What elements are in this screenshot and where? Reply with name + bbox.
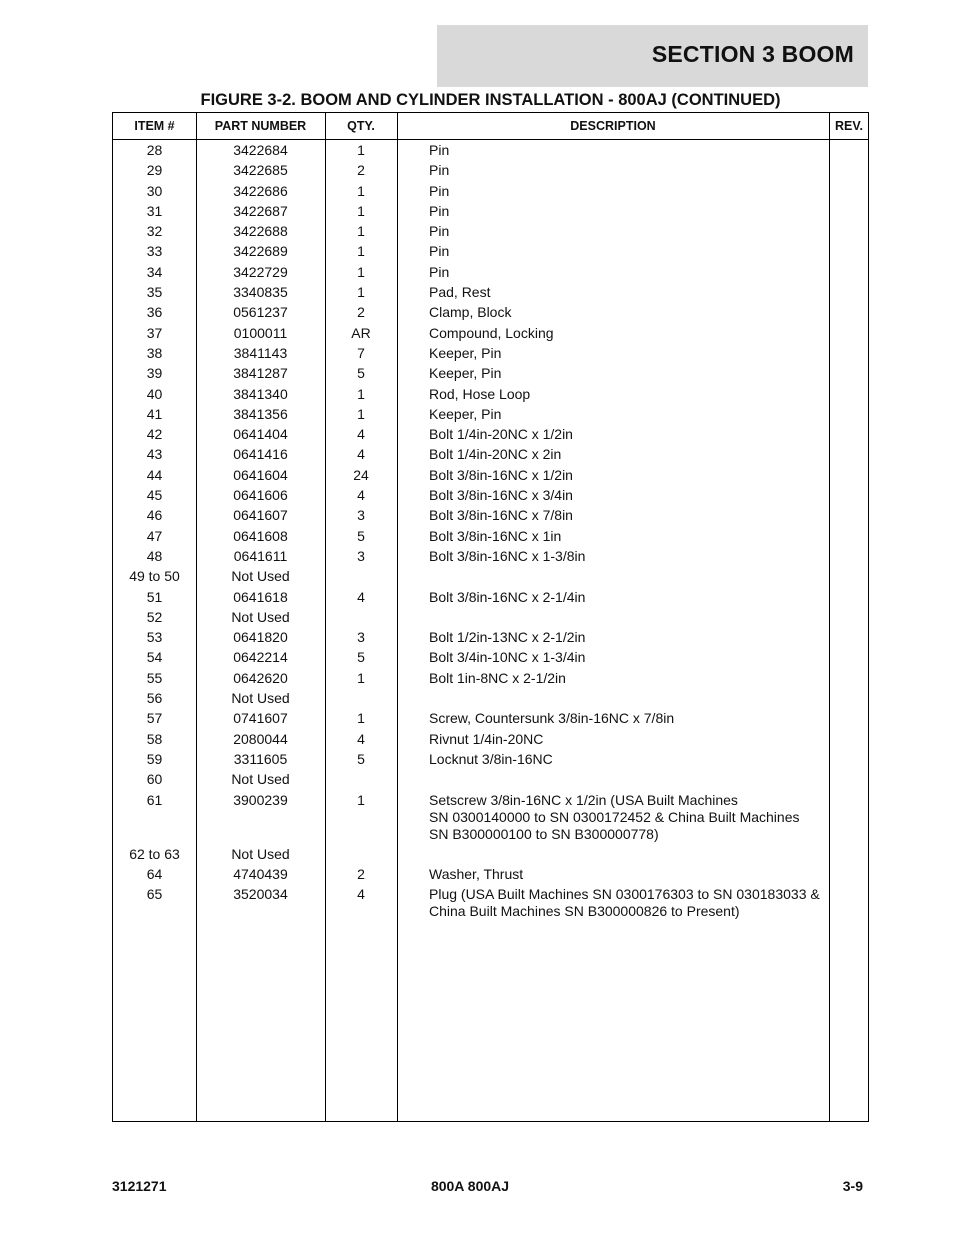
table-row <box>113 568 868 588</box>
description-cell <box>429 446 829 463</box>
description-cell <box>429 264 829 281</box>
description-cell <box>429 142 829 159</box>
table-row <box>113 406 868 426</box>
item-number-cell: 40 <box>146 385 163 402</box>
qty-cell: AR <box>351 324 371 341</box>
item-number-cell: 49 to 50 <box>129 568 180 585</box>
part-number-cell: Not Used <box>231 568 290 585</box>
part-number-cell: 0641606 <box>233 487 288 504</box>
qty-cell: 1 <box>357 385 365 402</box>
qty-cell: 5 <box>357 365 365 382</box>
description-line: Pin <box>429 243 450 260</box>
item-number-cell: 42 <box>146 426 163 443</box>
part-number-cell: 0641404 <box>233 426 288 443</box>
table-row <box>113 710 868 730</box>
qty-cell: 2 <box>357 866 365 883</box>
description-line: Keeper, Pin <box>429 365 502 382</box>
part-number-cell: 3422729 <box>233 263 288 280</box>
item-number-cell: 35 <box>146 284 163 301</box>
item-number-cell: 47 <box>146 527 163 544</box>
description-line: Setscrew 3/8in-16NC x 1/2in (USA Built Machines <box>429 791 738 808</box>
part-number-cell: 3520034 <box>233 886 288 903</box>
header-rev: REV. <box>834 119 864 133</box>
description-line: Pad, Rest <box>429 284 491 301</box>
qty-cell: 4 <box>357 886 365 903</box>
qty-cell: 24 <box>353 466 369 483</box>
description-cell <box>429 487 829 504</box>
part-number-cell: 0100011 <box>233 324 288 341</box>
header-part-number: PART NUMBER <box>214 119 307 133</box>
table-row <box>113 467 868 487</box>
description-cell <box>429 507 829 524</box>
description-cell <box>429 426 829 443</box>
item-number-cell: 46 <box>146 507 163 524</box>
qty-cell: 4 <box>357 487 365 504</box>
item-number-cell: 61 <box>146 791 163 808</box>
part-number-cell: 0641820 <box>233 629 288 646</box>
description-line: Screw, Countersunk 3/8in-16NC x 7/8in <box>429 710 675 727</box>
table-row <box>113 629 868 649</box>
description-cell <box>429 183 829 200</box>
table-row <box>113 609 868 629</box>
table-row <box>113 846 868 866</box>
part-number-cell: Not Used <box>231 845 290 862</box>
description-cell <box>429 866 829 883</box>
description-line: Pin <box>429 263 450 280</box>
table-row <box>113 345 868 365</box>
description-cell <box>429 731 829 748</box>
parts-table <box>112 112 869 1122</box>
part-number-cell: 3422689 <box>233 243 288 260</box>
description-cell <box>429 304 829 321</box>
qty-cell: 5 <box>357 750 365 767</box>
qty-cell: 1 <box>357 202 365 219</box>
description-cell <box>429 223 829 240</box>
qty-cell: 3 <box>357 629 365 646</box>
description-line: Bolt 1in-8NC x 2-1/2in <box>429 669 566 686</box>
qty-cell: 1 <box>357 243 365 260</box>
description-line: Bolt 3/8in-16NC x 7/8in <box>429 507 573 524</box>
description-cell <box>429 345 829 362</box>
table-row <box>113 304 868 324</box>
part-number-cell: 3841143 <box>233 344 288 361</box>
description-line: Keeper, Pin <box>429 344 502 361</box>
item-number-cell: 29 <box>146 162 163 179</box>
description-cell <box>429 243 829 260</box>
table-row <box>113 548 868 568</box>
description-line: SN B300000100 to SN B300000778) <box>429 825 659 842</box>
table-row <box>113 731 868 751</box>
item-number-cell: 33 <box>146 243 163 260</box>
item-number-cell: 65 <box>146 886 163 903</box>
description-line: Washer, Thrust <box>429 866 524 883</box>
header-divider <box>113 139 868 140</box>
table-row <box>113 243 868 263</box>
table-row <box>113 670 868 690</box>
item-number-cell: 51 <box>146 588 163 605</box>
description-cell <box>429 629 829 646</box>
qty-cell: 1 <box>357 710 365 727</box>
part-number-cell: 0641608 <box>233 527 288 544</box>
table-row <box>113 771 868 791</box>
item-number-cell: 59 <box>146 750 163 767</box>
part-number-cell: 0641607 <box>233 507 288 524</box>
part-number-cell: Not Used <box>231 690 290 707</box>
description-cell <box>429 548 829 565</box>
footer-doc-number: 3121271 <box>112 1178 167 1194</box>
item-number-cell: 52 <box>146 608 163 625</box>
section-banner <box>437 25 868 87</box>
description-line: Bolt 1/4in-20NC x 2in <box>429 446 562 463</box>
description-line: Bolt 3/8in-16NC x 3/4in <box>429 487 573 504</box>
qty-cell: 1 <box>357 284 365 301</box>
part-number-cell: 0642620 <box>233 669 288 686</box>
description-cell <box>429 886 829 920</box>
table-row <box>113 507 868 527</box>
item-number-cell: 58 <box>146 730 163 747</box>
item-number-cell: 38 <box>146 344 163 361</box>
part-number-cell: 3340835 <box>233 284 288 301</box>
table-row <box>113 223 868 243</box>
part-number-cell: 0741607 <box>233 710 288 727</box>
qty-cell: 2 <box>357 162 365 179</box>
description-line: Rod, Hose Loop <box>429 385 531 402</box>
description-line: Clamp, Block <box>429 304 512 321</box>
description-line: Bolt 3/4in-10NC x 1-3/4in <box>429 649 586 666</box>
qty-cell: 3 <box>357 547 365 564</box>
description-cell <box>429 284 829 301</box>
table-row <box>113 690 868 710</box>
qty-cell: 4 <box>357 588 365 605</box>
description-cell <box>429 467 829 484</box>
description-line: Locknut 3/8in-16NC <box>429 750 553 767</box>
table-row <box>113 886 868 923</box>
qty-cell: 5 <box>357 527 365 544</box>
qty-cell: 3 <box>357 507 365 524</box>
qty-cell: 5 <box>357 649 365 666</box>
description-cell <box>429 670 829 687</box>
part-number-cell: 3841340 <box>233 385 288 402</box>
table-row <box>113 386 868 406</box>
table-row <box>113 751 868 771</box>
table-row <box>113 426 868 446</box>
item-number-cell: 32 <box>146 223 163 240</box>
description-line: Bolt 1/2in-13NC x 2-1/2in <box>429 629 586 646</box>
figure-title: FIGURE 3-2. BOOM AND CYLINDER INSTALLATION - 800AJ (CONTINUED) <box>200 91 781 109</box>
footer-model: 800A 800AJ <box>430 1178 510 1194</box>
description-cell <box>429 162 829 179</box>
description-cell <box>429 386 829 403</box>
item-number-cell: 43 <box>146 446 163 463</box>
part-number-cell: 3422685 <box>233 162 288 179</box>
table-row <box>113 866 868 886</box>
qty-cell: 4 <box>357 446 365 463</box>
part-number-cell: 0641604 <box>233 466 288 483</box>
part-number-cell: 0641416 <box>233 446 288 463</box>
qty-cell: 4 <box>357 426 365 443</box>
item-number-cell: 39 <box>146 365 163 382</box>
part-number-cell: 3422686 <box>233 182 288 199</box>
description-cell <box>429 751 829 768</box>
qty-cell: 1 <box>357 669 365 686</box>
table-row <box>113 183 868 203</box>
table-row <box>113 792 868 846</box>
table-row <box>113 528 868 548</box>
part-number-cell: 3311605 <box>233 750 288 767</box>
item-number-cell: 36 <box>146 304 163 321</box>
item-number-cell: 62 to 63 <box>129 845 180 862</box>
item-number-cell: 37 <box>146 324 163 341</box>
description-line: SN 0300140000 to SN 0300172452 & China Built Machines <box>429 808 800 825</box>
part-number-cell: Not Used <box>231 771 290 788</box>
item-number-cell: 57 <box>146 710 163 727</box>
item-number-cell: 56 <box>146 690 163 707</box>
part-number-cell: 4740439 <box>233 866 288 883</box>
table-row <box>113 203 868 223</box>
description-cell <box>429 792 829 843</box>
item-number-cell: 55 <box>146 669 163 686</box>
part-number-cell: 3841287 <box>233 365 288 382</box>
qty-cell: 1 <box>357 182 365 199</box>
description-line: Rivnut 1/4in-20NC <box>429 730 544 747</box>
item-number-cell: 34 <box>146 263 163 280</box>
part-number-cell: 2080044 <box>233 730 288 747</box>
item-number-cell: 64 <box>146 866 163 883</box>
section-title: SECTION 3 BOOM <box>651 41 854 67</box>
qty-cell: 1 <box>357 223 365 240</box>
part-number-cell: 0641611 <box>233 547 288 564</box>
table-row <box>113 649 868 669</box>
description-line: Bolt 3/8in-16NC x 2-1/4in <box>429 588 586 605</box>
item-number-cell: 44 <box>146 466 163 483</box>
qty-cell: 7 <box>357 344 365 361</box>
description-cell <box>429 649 829 666</box>
header-item: ITEM # <box>134 119 175 133</box>
part-number-cell: 3422687 <box>233 202 288 219</box>
part-number-cell: 0561237 <box>233 304 288 321</box>
qty-cell: 1 <box>357 142 365 158</box>
description-line: China Built Machines SN B300000826 to Present) <box>429 903 740 920</box>
description-line: Keeper, Pin <box>429 405 502 422</box>
description-cell <box>429 325 829 342</box>
part-number-cell: Not Used <box>231 608 290 625</box>
footer-page-number: 3-9 <box>842 1178 863 1194</box>
item-number-cell: 60 <box>146 771 163 788</box>
description-cell <box>429 365 829 382</box>
qty-cell: 1 <box>357 263 365 280</box>
item-number-cell: 53 <box>146 629 163 646</box>
description-line: Pin <box>429 142 450 158</box>
description-cell <box>429 203 829 220</box>
description-line: Bolt 3/8in-16NC x 1-3/8in <box>429 547 586 564</box>
header-description: DESCRIPTION <box>570 119 656 133</box>
item-number-cell: 48 <box>146 547 163 564</box>
table-row <box>113 365 868 385</box>
item-number-cell: 31 <box>146 202 163 219</box>
table-row <box>113 142 868 162</box>
description-line: Plug (USA Built Machines SN 0300176303 to SN 030183033 & <box>429 886 820 903</box>
description-cell <box>429 589 829 606</box>
description-line: Pin <box>429 223 450 240</box>
description-line: Compound, Locking <box>429 324 554 341</box>
description-line: Bolt 3/8in-16NC x 1in <box>429 527 562 544</box>
qty-cell: 1 <box>357 791 365 808</box>
table-row <box>113 589 868 609</box>
item-number-cell: 45 <box>146 487 163 504</box>
description-line: Pin <box>429 202 450 219</box>
table-row <box>113 162 868 182</box>
description-cell <box>429 710 829 727</box>
description-cell <box>429 528 829 545</box>
table-row <box>113 325 868 345</box>
qty-cell: 4 <box>357 730 365 747</box>
description-line: Bolt 1/4in-20NC x 1/2in <box>429 426 573 443</box>
part-number-cell: 3422684 <box>233 142 288 158</box>
table-row <box>113 284 868 304</box>
item-number-cell: 41 <box>146 405 163 422</box>
table-row <box>113 264 868 284</box>
table-row <box>113 487 868 507</box>
part-number-cell: 0642214 <box>233 649 288 666</box>
description-line: Pin <box>429 162 450 179</box>
part-number-cell: 3841356 <box>233 405 288 422</box>
part-number-cell: 3900239 <box>233 791 288 808</box>
description-line: Pin <box>429 182 450 199</box>
part-number-cell: 0641618 <box>233 588 288 605</box>
item-number-cell: 28 <box>146 142 163 158</box>
table-row <box>113 446 868 466</box>
part-number-cell: 3422688 <box>233 223 288 240</box>
qty-cell: 2 <box>357 304 365 321</box>
qty-cell: 1 <box>357 405 365 422</box>
header-qty: QTY. <box>347 119 375 133</box>
item-number-cell: 54 <box>146 649 163 666</box>
description-line: Bolt 3/8in-16NC x 1/2in <box>429 466 573 483</box>
description-cell <box>429 406 829 423</box>
table-body <box>113 142 868 924</box>
item-number-cell: 30 <box>146 182 163 199</box>
